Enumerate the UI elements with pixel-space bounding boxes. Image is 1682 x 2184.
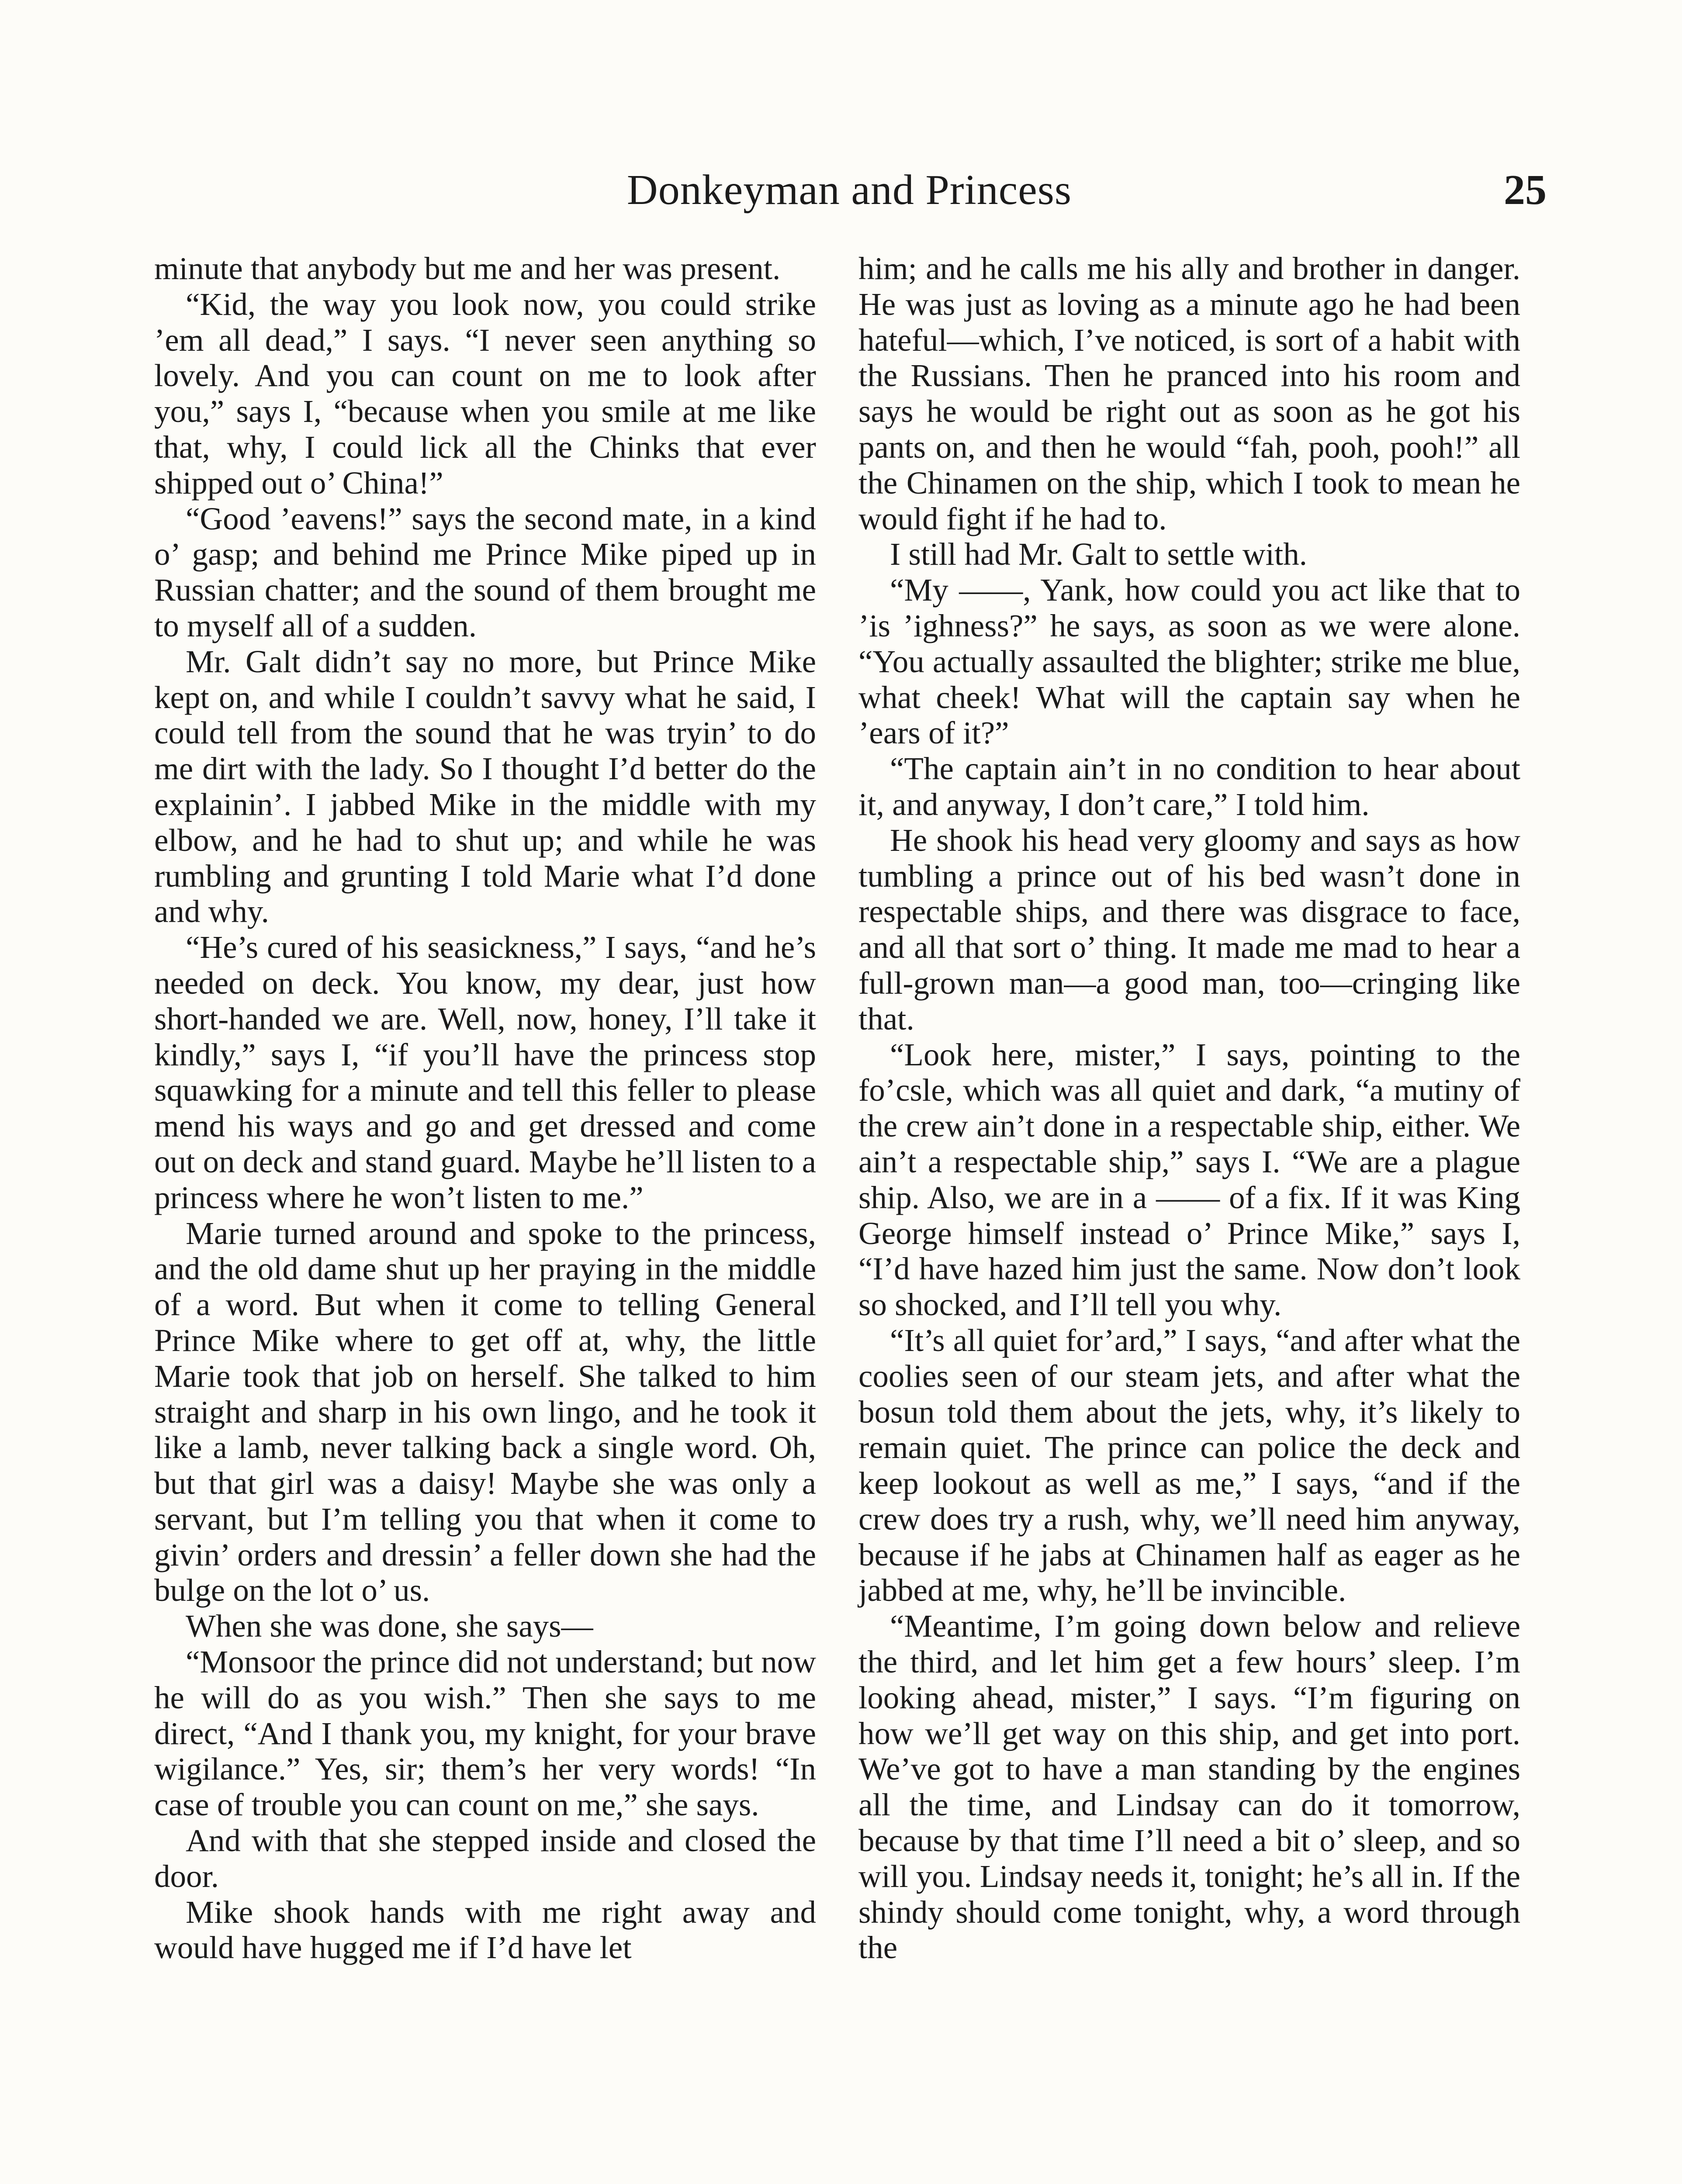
paragraph: “It’s all quiet for’ard,” I says, “and after what the coolies seen of our steam jets, and after what the bosun told them about the jets, why, it’s likely to remain quiet. The prince can police the deck and keep lookout as well as me,” I says, “and if the crew does try a rush, why, we’ll need him anyway, because if he jabs at Chinamen half as eager as he jabbed at me, why, he’ll be invincible. — [858, 1322, 1520, 1608]
paragraph: Mike shook hands with me right away and would have hugged me if I’d have let — [154, 1894, 816, 1966]
paragraph: And with that she stepped inside and closed the door. — [154, 1823, 816, 1894]
right-column — [858, 251, 1520, 1966]
paragraph: “Monsoor the prince did not understand; but now he will do as you wish.” Then she says to me direct, “And I thank you, my knight, for your brave wigilance.” Yes, sir; them’s her very words! “In case of trouble you can count on me,” she says. — [154, 1644, 816, 1823]
paragraph: “The captain ain’t in no condition to hear about it, and anyway, I don’t care,” I told him. — [858, 751, 1520, 822]
paragraph: “Meantime, I’m going down below and relieve the third, and let him get a few hours’ sleep. I’m looking ahead, mister,” I says. “I’m figuring on how we’ll get way on this ship, and get into port. We’ve got to have a man standing by the engines all the time, and Lindsay can do it tomorrow, because by that time I’ll need a bit o’ sleep, and so will you. Lindsay needs it, tonight; he’s all in. If the shindy should come tonight, why, a word through the — [858, 1608, 1520, 1966]
paragraph: “My ——, Yank, how could you act like that to ’is ’ighness?” he says, as soon as we were alone. “You actually assaulted the blighter; strike me blue, what cheek! What will the captain say when he ’ears of it?” — [858, 572, 1520, 751]
paragraph: “Good ’eavens!” says the second mate, in a kind o’ gasp; and behind me Prince Mike piped up in Russian chatter; and the sound of them brought me to myself all of a sudden. — [154, 501, 816, 643]
paragraph: minute that anybody but me and her was present. — [154, 251, 781, 286]
left-column — [154, 251, 816, 1966]
page-number: 25 — [1504, 166, 1547, 214]
paragraph: “He’s cured of his seasickness,” I says, “and he’s needed on deck. You know, my dear, just how short-handed we are. Well, now, honey, I’ll take it kindly,” says I, “if you’ll have the princess stop squawking for a minute and tell this feller to please mend his ways and go and get dressed and come out on deck and stand guard. Maybe he’ll listen to a princess where he won’t listen to me.” — [154, 930, 816, 1215]
running-head: Donkeyman and Princess — [626, 166, 1072, 214]
paragraph: “Look here, mister,” I says, pointing to the fo’csle, which was all quiet and dark, “a mutiny of the crew ain’t done in a respectable ship, either. We ain’t a respectable ship,” says I. “We are a plague ship. Also, we are in a —— of a fix. If it was King George himself instead o’ Prince Mike,” says I, “I’d have hazed him just the same. Now don’t look so shocked, and I’ll tell you why. — [858, 1037, 1520, 1323]
paragraph: He shook his head very gloomy and says as how tumbling a prince out of his bed wasn’t done in respectable ships, and there was disgrace to face, and all that sort o’ thing. It made me mad to hear a full-grown man—a good man, too—cringing like that. — [858, 822, 1520, 1037]
paragraph: him; and he calls me his ally and brother in danger. He was just as loving as a minute ago he had been hateful—which, I’ve noticed, is sort of a habit with the Russians. Then he pranced into his room and says he would be right out as soon as he got his pants on, and then he would “fah, pooh, pooh!” all the Chinamen on the ship, which I took to mean he would fight if he had to. — [858, 251, 1520, 536]
paragraph: I still had Mr. Galt to settle with. — [890, 536, 1307, 572]
paragraph: Marie turned around and spoke to the princess, and the old dame shut up her praying in the middle of a word. But when it come to telling General Prince Mike where to get off at, why, the little Marie took that job on herself. She talked to him straight and sharp in his own lingo, and he took it like a lamb, never talking back a single word. Oh, but that girl was a daisy! Maybe she was only a servant, but I’m telling you that when it come to givin’ orders and dressin’ a feller down she had the bulge on the lot o’ us. — [154, 1215, 816, 1608]
page-header — [152, 157, 1547, 223]
paragraph: Mr. Galt didn’t say no more, but Prince Mike kept on, and while I couldn’t savvy what he said, I could tell from the sound that he was tryin’ to do me dirt with the lady. So I thought I’d better do the explainin’. I jabbed Mike in the middle with my elbow, and he had to shut up; and while he was rumbling and grunting I told Marie what I’d done and why. — [154, 643, 816, 930]
paragraph: When she was done, she says— — [186, 1608, 593, 1644]
paragraph: “Kid, the way you look now, you could strike ’em all dead,” I says. “I never seen anything so lovely. And you can count on me to look after you,” says I, “because when you smile at me like that, why, I could lick all the Chinks that ever shipped out o’ China!” — [154, 286, 816, 501]
